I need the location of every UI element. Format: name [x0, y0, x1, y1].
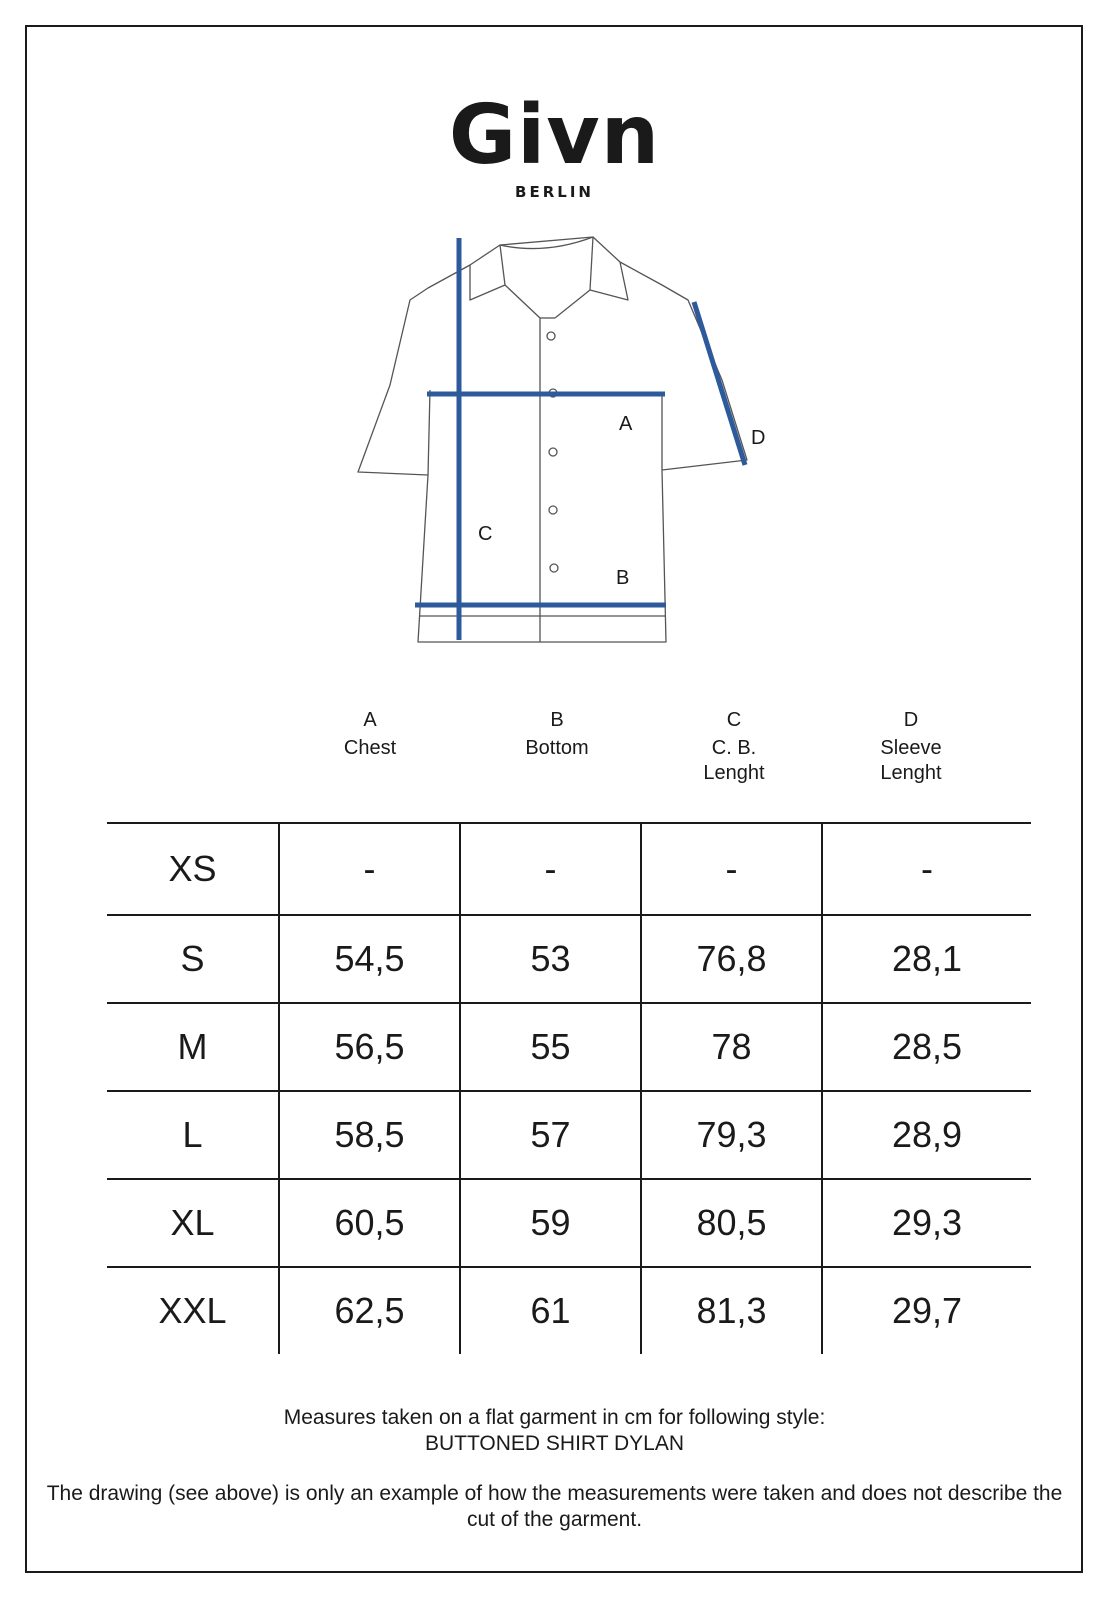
style-name: BUTTONED SHIRT DYLAN [424, 1432, 685, 1455]
chest-cell: 60,5 [279, 1179, 460, 1267]
shirt-measurement-diagram [345, 230, 785, 660]
bottom-cell: 55 [460, 1003, 641, 1091]
sleeve-length-cell: 28,5 [822, 1003, 1031, 1091]
table-row [107, 915, 1031, 1003]
column-header-bottom [467, 708, 647, 761]
column-letter: A [363, 709, 377, 731]
table-row [107, 1267, 1031, 1354]
diagram-label-a: A [619, 413, 633, 435]
brand-city: BERLIN [515, 183, 594, 201]
column-name: Chest [343, 737, 397, 759]
column-name: Bottom [525, 737, 589, 759]
cb-length-cell: 80,5 [641, 1179, 822, 1267]
size-cell: XXL [158, 1290, 227, 1331]
sleeve-length-cell: - [822, 823, 1031, 915]
size-cell: XS [168, 848, 217, 889]
column-header-sleeve-length [821, 708, 1001, 786]
column-header-cb-length [644, 708, 824, 786]
bottom-cell: 61 [460, 1267, 641, 1354]
sleeve-length-cell: 28,1 [822, 915, 1031, 1003]
brand-logo-wordmark: Givn [448, 88, 661, 183]
chest-cell: 58,5 [279, 1091, 460, 1179]
chest-cell: 56,5 [279, 1003, 460, 1091]
cb-length-cell: 81,3 [641, 1267, 822, 1354]
measure-line-d-sleeve [694, 302, 745, 465]
diagram-label-c: C [478, 523, 493, 545]
size-cell: M [177, 1026, 208, 1067]
sleeve-length-cell: 29,7 [822, 1267, 1031, 1354]
column-name: C. B. Lenght [703, 737, 765, 784]
cb-length-cell: 79,3 [641, 1091, 822, 1179]
bottom-cell: 57 [460, 1091, 641, 1179]
shirt-outline [358, 237, 747, 642]
sleeve-length-cell: 29,3 [822, 1179, 1031, 1267]
size-cell: XL [170, 1202, 215, 1243]
cb-length-cell: - [641, 823, 822, 915]
size-cell: L [182, 1114, 203, 1155]
size-cell: S [180, 938, 205, 979]
cb-length-cell: 76,8 [641, 915, 822, 1003]
table-row [107, 1091, 1031, 1179]
chest-cell: 62,5 [279, 1267, 460, 1354]
diagram-label-d: D [751, 427, 766, 449]
column-letter: D [903, 709, 919, 731]
column-letter: C [726, 709, 742, 731]
bottom-cell: 53 [460, 915, 641, 1003]
bottom-cell: 59 [460, 1179, 641, 1267]
column-name: Sleeve Lenght [880, 737, 942, 784]
chest-cell: 54,5 [279, 915, 460, 1003]
bottom-cell: - [460, 823, 641, 915]
table-row [107, 823, 1031, 915]
cb-length-cell: 78 [641, 1003, 822, 1091]
diagram-label-b: B [616, 567, 630, 589]
drawing-disclaimer: The drawing (see above) is only an example of how the measurements were taken and does not describe the cut of the garment. [46, 1482, 1063, 1531]
column-letter: B [550, 709, 564, 731]
measure-note-line1: Measures taken on a flat garment in cm for following style: [283, 1406, 826, 1429]
chest-cell: - [279, 823, 460, 915]
table-row [107, 1003, 1031, 1091]
column-header-chest [280, 708, 460, 761]
measure-note [40, 1405, 1069, 1457]
table-row [107, 1179, 1031, 1267]
sleeve-length-cell: 28,9 [822, 1091, 1031, 1179]
size-table [107, 822, 1031, 1354]
